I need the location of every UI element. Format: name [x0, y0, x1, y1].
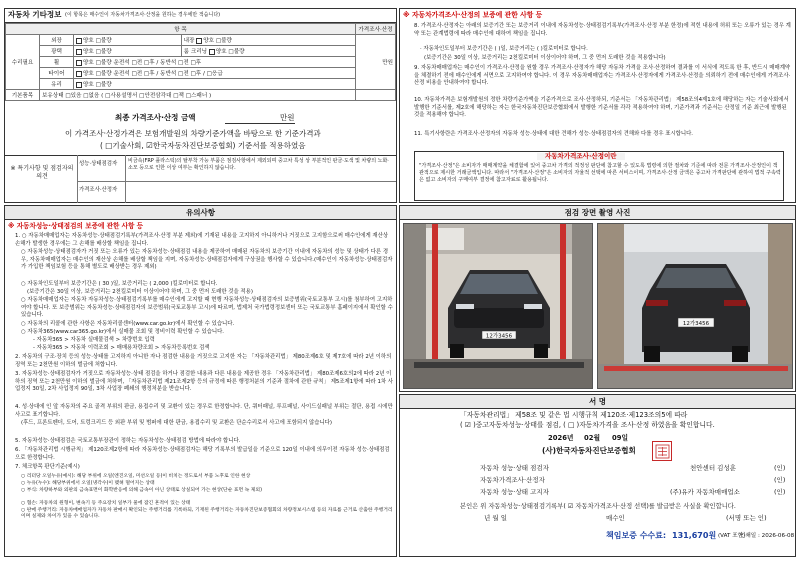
vehicle-info-note: (이 항목은 매수인이 자동차가격조사·산정을 원하는 경우에만 적습니다): [65, 12, 221, 18]
notice-section: [4, 205, 397, 557]
col-price: 가격조사·산정: [356, 24, 396, 35]
col-item: 항 목: [6, 24, 356, 35]
buyer-label: 매수인: [606, 514, 625, 522]
notify-label: 자동차 성능·상태 고지자: [480, 488, 549, 496]
special-perf-label: 성능·상태점검자: [79, 161, 118, 167]
price-checker-seal-mark[interactable]: (인): [774, 476, 786, 484]
signature-day: 09일: [612, 434, 629, 442]
notice-p4b: (후드, 프론트펜더, 도어, 트렁크리드 등 외판 부위 및 범퍼에 대한 판금, 용접수리 및 교환은 단순수리로서 사고에 포함되지 않습니다): [21, 420, 332, 426]
price-definition-text: "가격조사·산정"은 소비자가 매매계약을 체결함에 있어 중고차 가격의 적정성 판단에 참고할 수 있도록 법령에 의한 절차와 기준에 따라 전문 가격조사·산정인이 객관적으로 제시한 거래금액입니다. 따라서 "가격조사·산정"은 소비자의 자율적 선택에 따른 서비스이며, 가격조사·산정 금액은 중고차 가격판단에 관하여 법적 구속력은 없고 소비자의 구매여부 결정에 참고자료로 활용됩니다.: [419, 163, 781, 183]
inspector-seal-mark[interactable]: (인): [774, 464, 786, 472]
signature-section: [399, 394, 796, 557]
row-glass-label: 유리: [40, 79, 74, 90]
price-notice-item-11: 11. 특기사항란은 가격조사·산정자의 자동차 성능·상태에 대한 견해가 성능·상태점검자의 견해와 다를 경우 표시합니다.: [414, 131, 694, 137]
front-inspection-photo: [403, 223, 593, 389]
print-date: 인쇄일 : 2026-06-08: [740, 533, 795, 539]
price-definition-title: 자동차가격조사·산정이란: [537, 153, 625, 160]
special-notes-label: ※ 특기사항 및 점검자의 의견: [10, 165, 74, 180]
row-interior-options[interactable]: 내장 양호 □불량: [181, 35, 355, 46]
notice-subtitle: ※ 자동차성능·상태점검의 보증에 관한 사항 등: [8, 222, 144, 230]
receipt-text[interactable]: 본인은 위 자동차성능·상태점검기록부( ☑ 자동차가격조사·산정 선택)를 발급받은 사실을 확인합니다.: [460, 503, 736, 510]
price-notice-section: [399, 8, 796, 203]
repair-price-unit: 만원: [356, 35, 396, 90]
inspector-name: 천안센터 김성훈: [690, 464, 737, 472]
row-wheel-options[interactable]: 양호 □불량 운전석 □전 □후 / 동반석 □전 □후: [74, 57, 356, 68]
row-gloss-label: 광택: [40, 46, 74, 57]
price-notice-item-10: 10. 자동차가격은 보험개발원의 정한 차량기준가액을 기준가격으로 조사·산정하되, 기준서는 「자동차관리법」 제58조의4제1호에 해당하는 자는 기술사회에서 발행한 기준서를, 제2호에 해당하는 자는 한국자동차진단보증협회에서 발행한 기준서를 각각 적용하여야 하며, 기준가격과 기준서는 산정일 기준 최근에 발행된 것을 적용해야 합니다.: [414, 97, 789, 119]
dealer-seal-mark[interactable]: (인): [774, 488, 786, 496]
receipt-date[interactable]: 년 월 일: [484, 514, 507, 522]
signature-line2[interactable]: ( ☑ )중고자동차성능·상태를 점검, ( □ )자동차가격을 조사·산정 하였음을 확인합니다.: [460, 421, 715, 429]
notice-p1f: ○ 자동차의 리콜에 관한 사항은 자동차리콜센터(www.car.go.kr)에서 확인할 수 있습니다.: [21, 321, 235, 327]
fee-label: 책임보증 수수료:: [606, 531, 667, 540]
reference-text: 이 가격조사·산정가격은 보험개발원의 차량기준가액을 바탕으로 한 기준가격과: [65, 129, 321, 138]
price-notice-item-8: 8. 가격조사·산정자는 아래의 보증기간 또는 보증거리 이내에 자동차성능·상태점검기록부(가격조사·산정 부분 한정)에 적힌 내용에 허위 또는 오류가 있는 경우 계약 또는 관계법령에 따라 매수인에 대하여 책임을 집니다.: [414, 23, 791, 37]
rear-car-image: [598, 224, 793, 389]
notice-header: 유의사항: [5, 206, 396, 220]
row-tire-label: 타이어: [40, 68, 74, 79]
price-notice-item-9: 9. 자동차매매업자는 매수인이 가격조사·산정을 원할 경우 가격조사·산정자가 해당 자동차 가격을 조사·산정하여 결과를 이 서식에 적도록 한 후, 반드시 매매계약을 체결하기 전에 매수인에게 서면으로 고지하여야 합니다. 이 경우 자동차매매업자는 가격조사·산정자에게 가격조사·산정을 의뢰하기 전에 매수인에게 가격조사·산정 비용을 안내하여야 합니다.: [414, 65, 791, 87]
vehicle-info-section: [4, 8, 397, 203]
front-car-image: [404, 224, 593, 389]
row-exterior-options[interactable]: 양호 □불량: [74, 35, 182, 46]
row-wheel-label: 휠: [40, 57, 74, 68]
notice-p4: 4. 성·상대에 인 앞 자동차의 주요 골격 부위의 판금, 용접수리 및 교환이 있는 경우로 한정합니다. 단, 쿼터패널, 루프패널, 사이드실패널 부위는 절단, 용접 시에만 사고로 표기합니다.: [15, 404, 393, 418]
fee-amount: 131,670원: [672, 531, 717, 540]
row-glass-options[interactable]: 양호 □불량: [74, 79, 356, 90]
notice-p1g: ○ 자동차365(www.car365.go.kr)에서 실매물 조회 및 정비이력 확인할 수 있습니다.: [21, 329, 224, 335]
special-perf-text: 비금속(FRP 플라스틱)의 탈부착 가능 부품은 점검사항에서 제외되며 중고차 특성 상 부분적인 판금·도색 및 차량의 노화·소모 등으로 인한 이상 여부는 확인하지 않습니다.: [128, 158, 389, 171]
notice-p1: 1. ○ 자동차매매업자는 자동차성능·상태점검기록부(가격조사·산정 부분 제외)에 기재된 내용을 고지하지 아니하거나 거짓으로 고지함으로써 매수인에게 재산상 손해가 발생한 경우에는 그 손해를 배상할 책임을 집니다.: [15, 233, 389, 247]
notice-p5: 5. 자동차성능·상태점검은 국토교통부장관이 정하는 자동차성능·상태점검 방법에 따라야 합니다.: [15, 438, 241, 444]
inspector-label: 자동차 성능·상태 점검자: [480, 464, 549, 472]
final-price-unit: 만원: [280, 113, 295, 122]
notice-p7: 7. 체크항목 판단기준(예시): [15, 464, 80, 470]
criteria-1: ○ 리터당 오일누유(예시): 해당 부위에 오일(엔진오일, 미션오일 등)이 비치는 정도로서 부품 노후로 인한 현상: [21, 474, 251, 479]
price-checker-label: 자동차가격조사·산정자: [480, 476, 545, 484]
reference-options[interactable]: ( □기술사회, ☑한국자동차진단보증협회) 기준서를 적용하였음: [100, 141, 306, 150]
repair-label: 수리필요: [6, 35, 40, 90]
row-gloss-options[interactable]: 양호 □불량: [74, 46, 182, 57]
notice-p2: 2. 자동차의 구조·장치 등의 성능·상태를 고지하지 아니한 자나 점검한 내용을 거짓으로 고지한 자는 「자동차관리법」 제80조제6호 및 제7호에 따라 2년 이하의 징역 또는 2천만원 이하의 벌금에 처합니다.: [15, 354, 392, 368]
org-seal-stamp: [652, 441, 672, 461]
notice-p1h: - 자동차365 > 자동차 실매물검색 > 차량번호 입력: [33, 337, 155, 343]
criteria-2: ○ 누유(누수): 해당부위에서 오일(냉각수)이 맺혀 떨어지는 상태: [21, 481, 155, 486]
fee-note: (VAT 포함): [718, 533, 746, 539]
price-notice-title: ※ 자동차가격조사·산정의 보증에 관한 사항 등: [403, 11, 543, 19]
signature-month: 02월: [584, 434, 601, 442]
vehicle-info-table: [5, 23, 396, 101]
signature-header: 서 명: [400, 395, 795, 409]
notice-p1c: ○ 자동차인도일부터 보증기간은 ( 30 )일, 보증거리는 ( 2,000 )킬로미터로 합니다.: [21, 281, 218, 287]
notice-p3: 3. 자동차성능·상태점검자가 거짓으로 자동차성능·상태 점검을 하거나 점검한 내용과 다른 내용을 제공한 경우 「자동차관리법」 제80조제6호의2에 따라 2년 이하의 징역 또는 2천만원 이하의 벌금에 처하며, 「자동차관리법 제21조제2항 등의 규정에 따른 행정처분의 기준과 절차에 관한 규칙」 제5조제1항에 따라 1차 사업정지 30일, 2차 사업정지 90일, 3차 사업장 폐쇄의 행정처분을 받습니다.: [15, 371, 394, 393]
criteria-3: ○ 부식: 차량하부와 외판의 금속표면이 화학반응에 의해 금속이 아닌 상태로 상실되어 가는 현상(단순 표면 녹 제외): [21, 488, 262, 493]
signature-year: 2026년: [548, 434, 574, 442]
signature-org: (사)한국자동차진단보증협회: [542, 446, 636, 455]
buyer-sign-mark[interactable]: (서명 또는 인): [726, 514, 767, 522]
rear-plate-text: 12가3456: [682, 321, 710, 327]
notice-p1b: ○ 자동차성능·상태점검자가 거짓 또는 오류가 있는 자동차성능·상태점검 내용을 제공하여 매매된 자동차의 보증기간 이내에 자동차의 성능 및 상태가 다른 경우, 자동차매매업자는 매수인의 재산상 손해를 배상할 책임을 지며, 자동차성능·상태점검자에게 구상권을 행사할 수 있습니다.(매수인이 자동차성능·상태점검자가 가입한 책임보험 등을 통해 별도로 배상받는 경우 제외): [21, 249, 393, 271]
photos-header: 점검 장면 촬영 사진: [400, 206, 795, 220]
final-price-label: 최종 가격조사·산정 금액: [115, 113, 196, 122]
basic-label: 기본품목: [6, 90, 40, 101]
criteria-5: ○ 판매 주행거리: 자동차매매업자가 자동차 판매시 확인되는 주행거리를 기록하되, 기재된 주행거리는 자동차진단보증협회의 차량정보시스템 등의 자료를 근거로 산출한 주행거리이며 실제와 차이가 있을 수 있습니다.: [21, 508, 393, 520]
notice-p1e: ○ 자동차매매업자는 자동차 자동차성능·상태점검기록부를 매수인에게 고지할 때 현행 자동차성능·상태점검자의 보증범위(국토교통부 고시)를 첨부하여 고지하여야 합니다. 또 보증범위는 자동차성능·상태점검자의 보증범위(국토교통부 고시)에 따르며, 법제처 국가법령정보센터 또는 국토교통부 홈페이지에서 확인할 수 있습니다.: [21, 297, 393, 319]
vehicle-info-title: 자동차 기타정보: [8, 10, 62, 19]
notice-p1i: - 자동차365 > 자동차 이력조회 > 매매용차량조회 > 자동차등록번호 검색: [33, 345, 210, 351]
row-tire-options[interactable]: 양호 □불량 운전석 □전 □후 / 동반석 □전 □후 / □응급: [74, 68, 356, 79]
basic-items-options[interactable]: 보유상태 □있음 □없음 ( □사용설명서 □안전삼각대 □잭 □스패너 ): [40, 90, 356, 101]
photos-section: [399, 205, 796, 392]
front-plate-text: 12가3456: [485, 333, 513, 340]
notice-p6: 6. 「자동차관리법 시행규칙」 제120조제2항에 따라 자동차성능·상태점검자는 해당 기록부의 발급일을 기준으로 120일 이내에 의무이전 자동차 성능·상태점검으로 한정합니다.: [15, 447, 390, 461]
notice-p1d: (보증기간은 30일 이상, 보증거리는 2천킬로미터 이상이어야 하며, 그 중 먼저 도래한 것을 적용): [27, 289, 253, 295]
row-exterior-label: 외장: [40, 35, 74, 46]
criteria-4: ○ 협손: 자동차의 원형이, 변속기 등 주요장치 일부가 물에 잠긴 흔적이 있는 상태: [21, 501, 191, 506]
price-definition-box: [414, 151, 784, 201]
signature-line1: 「자동차관리법」 제58조 및 같은 법 시행규칙 제120조·제123조의5에 따라: [460, 411, 688, 419]
dealer-name: (주)유카 자동차매매업소: [670, 488, 740, 496]
rear-inspection-photo: [597, 223, 793, 389]
price-notice-item-8a: · 자동차인도일부터 보증기간은 ( )일, 보증거리는 ( )킬로미터로 합니다.: [420, 46, 588, 52]
price-notice-item-8b: (보증기간은 30일 이상, 보증거리는 2천킬로미터 이상이어야 하며, 그 중 먼저 도래한 것을 적용합니다): [424, 55, 666, 61]
row-cleaning-options[interactable]: 룸 크리닝 양호 □불량: [181, 46, 355, 57]
special-price-label: 가격조사·산정자: [79, 187, 118, 193]
